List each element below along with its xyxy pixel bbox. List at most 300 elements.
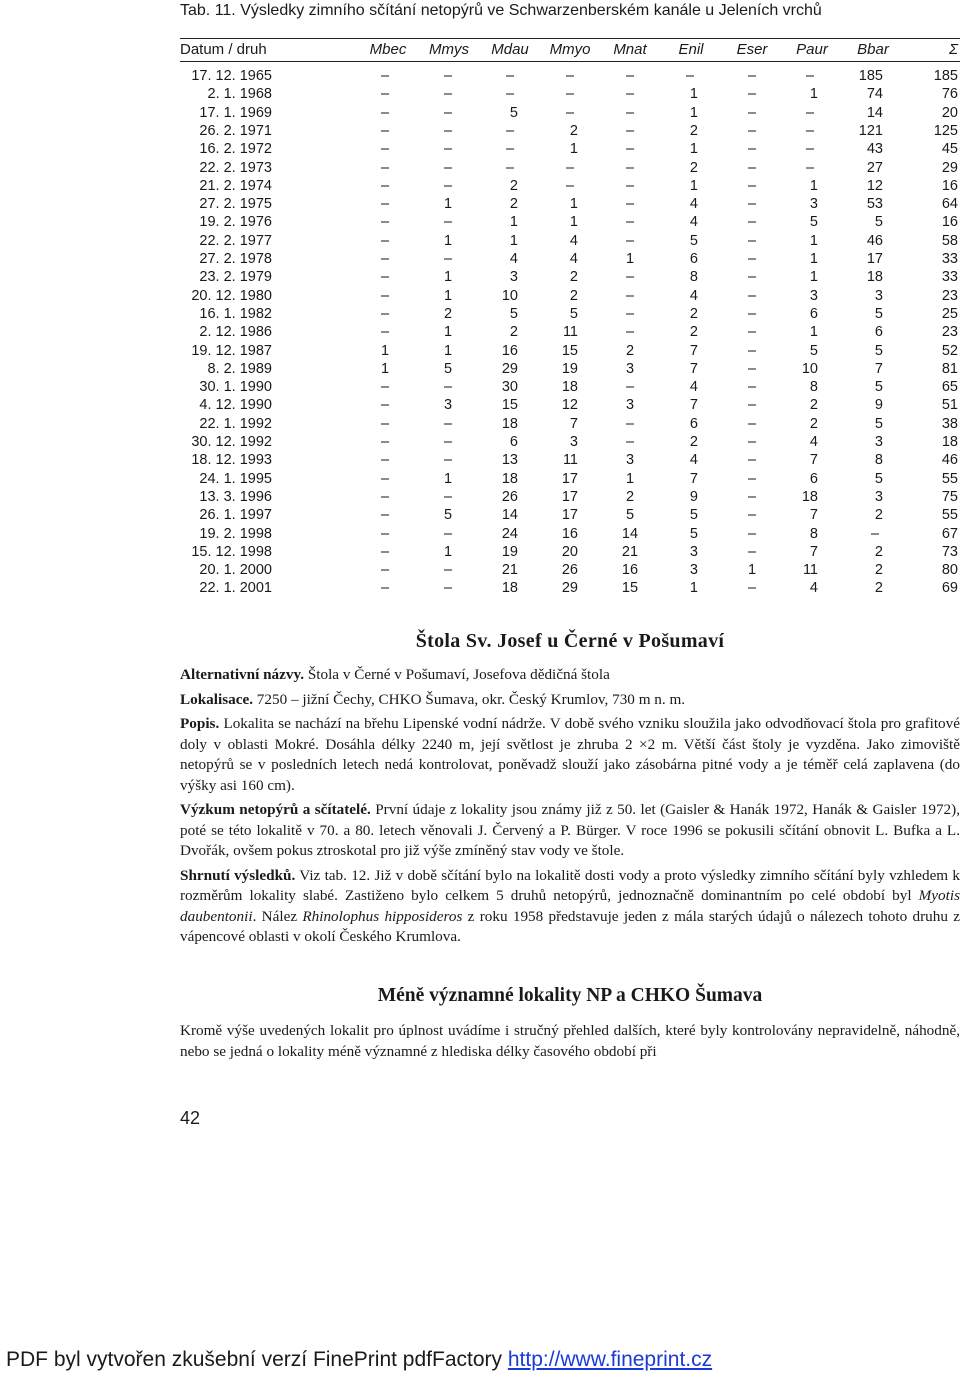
count-cell: – (625, 232, 635, 249)
count-cell: 1 (569, 214, 578, 231)
count-cell: 20 (561, 543, 578, 560)
count-cell: 5 (809, 214, 818, 231)
count-cell: 121 (858, 122, 883, 139)
count-cell: – (625, 415, 635, 432)
section-heading: Méně významné lokality NP a CHKO Šumava (377, 985, 763, 1006)
count-cell: 9 (689, 488, 698, 505)
count-cell: – (625, 434, 635, 450)
count-cell: 7 (689, 360, 698, 377)
count-cell: 11 (562, 452, 578, 469)
count-cell: – (443, 122, 453, 139)
count-cell: 74 (866, 86, 883, 103)
count-cell: – (505, 86, 515, 103)
count-cell: 16 (561, 525, 578, 542)
paragraph-research (180, 800, 960, 862)
count-cell: 1 (689, 580, 698, 597)
count-cell: 16 (941, 177, 958, 194)
table-row (180, 104, 960, 122)
count-cell: – (625, 324, 635, 341)
column-header-paur: Paur (796, 41, 828, 58)
count-cell: 2 (874, 580, 883, 597)
count-cell: – (747, 104, 757, 121)
table-row (180, 67, 960, 85)
count-cell: 18 (801, 488, 818, 505)
count-cell: 185 (933, 68, 958, 84)
count-cell: – (625, 177, 635, 194)
count-cell: 8 (809, 379, 818, 396)
count-cell: 17 (561, 488, 578, 505)
count-cell: 1 (689, 104, 698, 121)
count-cell: 55 (941, 470, 958, 487)
column-header-date: Datum / druh (180, 41, 267, 58)
count-cell: 14 (866, 104, 883, 121)
count-cell: 15 (621, 580, 639, 597)
count-cell: 2 (509, 177, 518, 194)
date-cell: 22. 1. 1992 (199, 415, 272, 432)
table-row (180, 213, 960, 231)
count-cell: – (747, 196, 757, 213)
count-cell: 1 (380, 342, 390, 359)
count-cell: 30 (501, 379, 518, 396)
paragraph-alt-names (180, 665, 960, 686)
count-cell: 18 (866, 269, 883, 286)
paragraph-text: 7250 – jižní Čechy, CHKO Šumava, okr. Český Krumlov, 730 m n. m. (253, 690, 686, 708)
count-cell: – (380, 324, 390, 341)
count-cell: – (380, 470, 390, 487)
count-cell: 11 (562, 324, 578, 341)
count-cell: – (747, 543, 757, 560)
count-cell: – (625, 305, 635, 322)
count-cell: – (443, 452, 453, 469)
count-cell: – (747, 415, 757, 432)
count-cell: 1 (380, 360, 390, 377)
count-cell: 11 (802, 562, 818, 579)
count-cell: – (625, 86, 635, 103)
count-cell: 75 (941, 488, 958, 505)
count-cell: 1 (747, 562, 757, 579)
count-cell: 2 (569, 122, 578, 139)
column-header-mbec: Mbec (369, 41, 407, 58)
count-cell: – (805, 68, 815, 84)
paragraph-text: . Nález (252, 907, 303, 925)
count-cell: – (747, 470, 757, 487)
date-cell: 16. 1. 1982 (199, 305, 272, 322)
count-cell: 19 (501, 543, 518, 560)
count-cell: 46 (941, 452, 958, 469)
count-cell: 46 (866, 232, 883, 249)
count-cell: – (747, 379, 757, 396)
count-cell: 7 (809, 452, 818, 469)
footer-link[interactable]: http://www.fineprint.cz (507, 1348, 713, 1371)
count-cell: 2 (569, 287, 578, 304)
count-cell: – (505, 159, 515, 176)
section-heading: Štola Sv. Josef u Černé v Pošumaví (415, 630, 725, 652)
count-cell: 2 (874, 562, 883, 579)
count-cell: – (805, 122, 815, 139)
count-cell: – (443, 525, 453, 542)
count-cell: – (380, 507, 390, 524)
count-cell: 55 (941, 507, 958, 524)
table-caption: Tab. 11. Výsledky zimního sčítání netopýrů ve Schwarzenberském kanále u Jeleních vrchů (180, 2, 822, 19)
count-cell: 14 (621, 525, 639, 542)
count-cell: 26 (501, 488, 518, 505)
count-cell: 1 (443, 470, 453, 487)
date-cell: 30. 12. 1992 (191, 434, 272, 450)
count-cell: 5 (809, 342, 818, 359)
count-cell: – (380, 86, 390, 103)
count-cell: 6 (874, 324, 883, 341)
count-cell: 5 (443, 507, 453, 524)
count-cell: – (380, 580, 390, 597)
count-cell: 5 (874, 214, 883, 231)
locality-section (180, 630, 960, 952)
count-cell: 7 (689, 397, 698, 414)
count-cell: – (505, 68, 515, 84)
count-cell: 2 (509, 196, 518, 213)
count-cell: 1 (509, 214, 518, 231)
count-cell: – (805, 141, 815, 158)
count-cell: 17 (561, 507, 578, 524)
count-cell: – (443, 68, 453, 84)
count-cell: 1 (689, 86, 698, 103)
count-cell: 3 (443, 397, 453, 414)
table-row (180, 122, 960, 140)
count-cell: 1 (443, 232, 453, 249)
count-cell: 2 (443, 305, 453, 322)
count-cell: 2 (625, 342, 635, 359)
paragraph-text: Viz tab. 12. Již v době sčítání bylo na lokalitě dosti vody a proto výsledky zimního sčítání byly vzhledem k rozměrům lokality slabé. Zastiženo bylo celkem 5 druhů netopýrů, jednoznačně dominantním po celé období byl (180, 866, 960, 904)
count-cell: 1 (809, 177, 818, 194)
paragraph-label: Shrnutí výsledků. (180, 866, 296, 884)
count-cell: – (380, 232, 390, 249)
count-cell: 6 (809, 470, 818, 487)
count-cell: – (747, 141, 757, 158)
paragraph-label: Lokalisace. (180, 690, 253, 708)
count-cell: 3 (625, 360, 635, 377)
table-row (180, 488, 960, 506)
count-cell: 3 (689, 562, 698, 579)
count-cell: 13 (501, 452, 518, 469)
table-row (180, 433, 960, 451)
count-cell: – (747, 580, 757, 597)
count-cell: 15 (561, 342, 578, 359)
count-cell: 69 (941, 580, 958, 597)
count-cell: 4 (569, 232, 578, 249)
date-cell: 24. 1. 1995 (199, 470, 272, 487)
count-cell: – (747, 360, 757, 377)
table-row (180, 140, 960, 158)
table-row (180, 396, 960, 414)
count-cell: – (625, 104, 635, 121)
count-cell: – (625, 269, 635, 286)
column-header-enil: Enil (678, 41, 704, 58)
paragraph-text: z roku 1958 představuje jeden z mála starých údajů o nálezech tohoto druhu z vápencové oblasti v okolí Českého Krumlova. (180, 907, 960, 945)
count-cell: – (380, 177, 390, 194)
count-cell: 1 (569, 141, 578, 158)
table-row (180, 177, 960, 195)
count-cell: 5 (509, 104, 518, 121)
count-cell: – (380, 397, 390, 414)
count-cell: – (565, 177, 575, 194)
column-header-bbar: Bbar (857, 41, 889, 58)
count-cell: 5 (689, 507, 698, 524)
count-cell: – (443, 141, 453, 158)
count-cell: 1 (625, 470, 635, 487)
count-cell: 29 (561, 580, 578, 597)
count-cell: 2 (874, 543, 883, 560)
count-cell: 8 (809, 525, 818, 542)
count-cell: 4 (809, 580, 818, 597)
date-cell: 17. 1. 1969 (199, 104, 272, 121)
count-cell: 2 (689, 434, 698, 450)
count-cell: – (380, 269, 390, 286)
count-cell: – (565, 159, 575, 176)
count-cell: – (747, 122, 757, 139)
count-cell: 5 (689, 232, 698, 249)
table-row (180, 378, 960, 396)
table-row (180, 543, 960, 561)
count-cell: – (625, 159, 635, 176)
count-cell: – (443, 379, 453, 396)
date-cell: 30. 1. 1990 (199, 379, 272, 396)
count-cell: 7 (689, 470, 698, 487)
count-cell: – (625, 122, 635, 139)
count-cell: 16 (621, 562, 639, 579)
count-cell: 2 (509, 324, 518, 341)
count-cell: – (443, 562, 453, 579)
count-cell: – (565, 68, 575, 84)
count-cell: – (443, 251, 453, 267)
column-header-eser: Eser (736, 41, 768, 58)
count-cell: 1 (809, 86, 818, 103)
count-cell: 18 (941, 434, 958, 450)
count-cell: 21 (501, 562, 518, 579)
count-cell: – (443, 104, 453, 121)
count-cell: – (380, 452, 390, 469)
count-cell: 3 (874, 488, 883, 505)
date-cell: 13. 3. 1996 (199, 488, 272, 505)
count-cell: 1 (625, 251, 635, 267)
count-cell: 52 (941, 342, 958, 359)
count-cell: 25 (941, 305, 958, 322)
minor-localities-section (180, 985, 960, 1066)
table-row (180, 268, 960, 286)
count-cell: – (625, 287, 635, 304)
count-cell: – (625, 68, 635, 84)
count-cell: 53 (866, 196, 883, 213)
count-cell: 5 (569, 305, 578, 322)
table-row (180, 451, 960, 469)
count-cell: 18 (561, 379, 578, 396)
date-cell: 15. 12. 1998 (191, 543, 272, 560)
date-cell: 19. 12. 1987 (191, 342, 272, 359)
count-cell: – (380, 122, 390, 139)
count-cell: 1 (809, 269, 818, 286)
count-cell: 7 (809, 507, 818, 524)
footer-text: PDF byl vytvořen zkušební verzí FinePrint pdfFactory (6, 1348, 508, 1371)
count-cell: 3 (625, 397, 635, 414)
count-cell: 23 (941, 324, 958, 341)
date-cell: 22. 2. 1973 (199, 159, 272, 176)
paragraph-label: Výzkum netopýrů a sčítatelé. (180, 801, 371, 818)
count-cell: 2 (689, 159, 698, 176)
count-cell: – (380, 525, 390, 542)
count-cell: – (747, 305, 757, 322)
count-cell: – (380, 543, 390, 560)
count-cell: 3 (509, 269, 518, 286)
count-cell: 5 (874, 470, 883, 487)
count-cell: 2 (569, 269, 578, 286)
count-cell: 4 (689, 452, 698, 469)
count-cell: – (805, 104, 815, 121)
count-cell: 1 (809, 251, 818, 267)
count-cell: 4 (509, 251, 518, 267)
count-cell: 1 (569, 196, 578, 213)
count-cell: – (380, 379, 390, 396)
date-cell: 19. 2. 1976 (199, 214, 272, 231)
date-cell: 22. 1. 2001 (199, 580, 272, 597)
count-cell: 8 (874, 452, 883, 469)
column-header-mmyo: Mmyo (549, 41, 591, 58)
count-cell: – (747, 525, 757, 542)
count-cell: 18 (501, 470, 518, 487)
paragraph-label: Alternativní názvy. (180, 666, 305, 683)
date-cell: 16. 2. 1972 (199, 141, 272, 158)
count-cell: 4 (689, 196, 698, 213)
count-cell: – (747, 434, 757, 450)
count-cell: 2 (809, 415, 818, 432)
column-header-mnat: Mnat (613, 41, 647, 58)
count-cell: 16 (501, 342, 518, 359)
date-cell: 19. 2. 1998 (199, 525, 272, 542)
count-cell: 185 (858, 68, 883, 84)
count-cell: – (747, 159, 757, 176)
count-cell: – (443, 580, 453, 597)
count-cell: 5 (874, 342, 883, 359)
count-cell: 65 (941, 379, 958, 396)
count-cell: 80 (941, 562, 958, 579)
count-cell: 5 (625, 507, 635, 524)
count-cell: 73 (941, 543, 958, 560)
count-cell: 3 (625, 452, 635, 469)
count-cell: – (380, 251, 390, 267)
count-cell: – (565, 86, 575, 103)
count-cell: 23 (941, 287, 958, 304)
date-cell: 27. 2. 1978 (199, 251, 272, 267)
column-header-mdau: Mdau (491, 41, 529, 58)
paragraph-location (180, 690, 960, 711)
count-cell: 5 (689, 525, 698, 542)
count-cell: 58 (941, 232, 958, 249)
count-cell: 1 (689, 141, 698, 158)
paragraph-text: První údaje z lokality jsou známy již z 50. let (Gaisler & Hanák 1972, Hanák & Gaisler 1972), poté se této lokalitě v 70. a 80. letech věnovali J. Červený a P. Bürger. V roce 1996 se pokusili sčítání obnovit L. Bufka a L. Dvořák, ovšem pokus ztroskotal pro již výše zmíněný stav vody ve štole. (180, 801, 960, 859)
count-cell: 2 (689, 305, 698, 322)
count-cell: 24 (501, 525, 518, 542)
count-cell: 7 (689, 342, 698, 359)
paragraph-text: Štola v Černé v Pošumaví, Josefova dědičná štola (304, 666, 610, 683)
count-cell: 4 (689, 287, 698, 304)
count-cell: – (380, 104, 390, 121)
count-cell: – (747, 232, 757, 249)
count-cell: 4 (569, 251, 578, 267)
count-cell: – (443, 86, 453, 103)
count-cell: – (505, 122, 515, 139)
count-cell: 12 (866, 177, 883, 194)
count-cell: 4 (809, 434, 818, 450)
table-row (180, 561, 960, 579)
date-cell: 23. 2. 1979 (199, 269, 272, 286)
count-cell: 1 (443, 324, 453, 341)
count-cell: 9 (874, 397, 883, 414)
count-cell: 2 (625, 488, 635, 505)
count-cell: 1 (443, 342, 453, 359)
table-row (180, 342, 960, 360)
count-cell: – (380, 68, 390, 84)
date-cell: 8. 2. 1989 (207, 360, 272, 377)
table-row (180, 415, 960, 433)
paragraph-description (180, 714, 960, 796)
count-cell: 6 (809, 305, 818, 322)
count-cell: 20 (941, 104, 958, 121)
count-cell: – (380, 434, 390, 450)
table-row (180, 232, 960, 250)
count-cell: 5 (874, 415, 883, 432)
count-cell: – (443, 488, 453, 505)
count-cell: 1 (443, 269, 453, 286)
count-cell: 1 (689, 177, 698, 194)
count-cell: – (747, 86, 757, 103)
count-cell: 43 (866, 141, 883, 158)
count-cell: – (870, 525, 880, 542)
date-cell: 20. 12. 1980 (191, 287, 272, 304)
table-row (180, 360, 960, 378)
count-cell: 29 (501, 360, 518, 377)
count-cell: 3 (874, 434, 883, 450)
count-cell: – (380, 287, 390, 304)
count-cell: – (747, 452, 757, 469)
count-cell: 2 (689, 324, 698, 341)
table-row (180, 323, 960, 341)
count-cell: 4 (689, 379, 698, 396)
count-cell: 2 (874, 507, 883, 524)
date-cell: 27. 2. 1975 (199, 196, 272, 213)
table-row (180, 305, 960, 323)
date-cell: 26. 2. 1971 (199, 122, 272, 139)
count-cell: 3 (809, 287, 818, 304)
table-row (180, 250, 960, 268)
count-cell: 19 (561, 360, 578, 377)
column-header-mmys: Mmys (429, 41, 469, 58)
count-cell: – (380, 488, 390, 505)
count-cell: – (747, 507, 757, 524)
count-cell: 26 (561, 562, 578, 579)
count-cell: 5 (874, 305, 883, 322)
footer (6, 1348, 712, 1372)
paragraph-label: Popis. (180, 715, 220, 732)
count-cell: 76 (941, 86, 958, 103)
count-cell: 5 (874, 379, 883, 396)
table-row (180, 506, 960, 524)
count-cell: – (747, 269, 757, 286)
count-cell: 21 (621, 543, 639, 560)
count-cell: – (565, 104, 575, 121)
count-cell: 3 (569, 434, 578, 450)
count-cell: 29 (941, 159, 958, 176)
count-cell: – (747, 177, 757, 194)
count-cell: 33 (941, 269, 958, 286)
count-cell: – (380, 214, 390, 231)
count-cell: 7 (874, 360, 883, 377)
